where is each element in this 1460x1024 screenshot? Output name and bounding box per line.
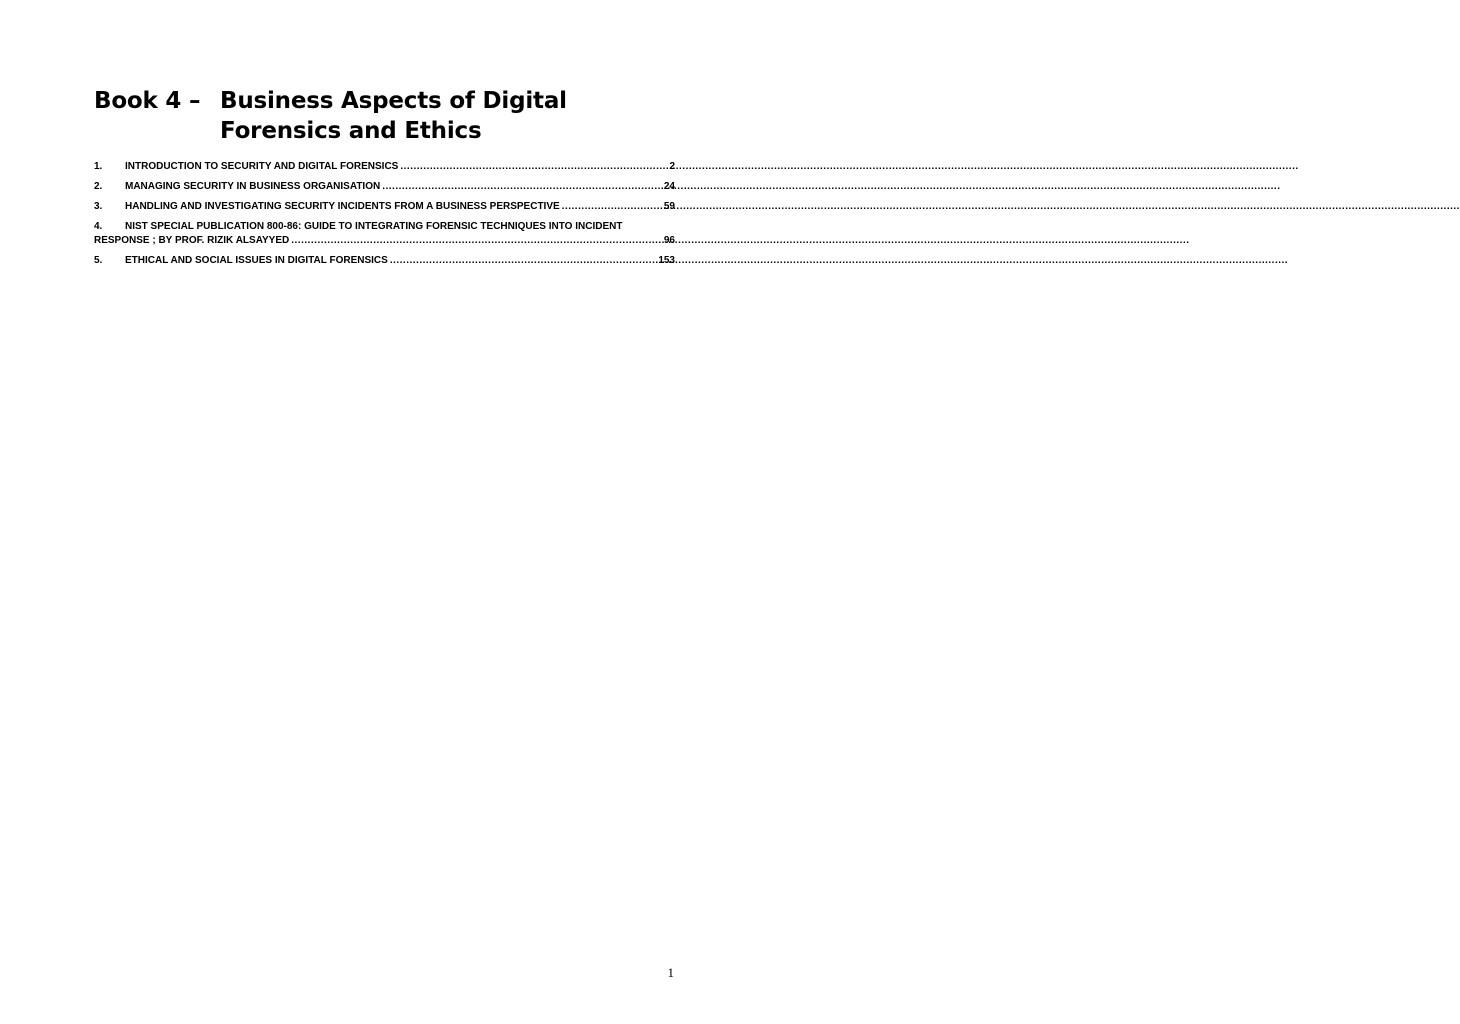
- title-prefix: Book 4 –: [94, 88, 201, 114]
- toc-entry-number: 3.: [94, 201, 103, 212]
- toc-entry-page: 2: [669, 161, 675, 172]
- page-number: 1: [667, 965, 674, 980]
- toc-entry-5[interactable]: [94, 254, 675, 268]
- toc-leader-dots: [291, 234, 662, 248]
- toc-entry-text: ETHICAL AND SOCIAL ISSUES IN DIGITAL FORENSICS: [125, 255, 388, 266]
- toc-entry-page: 24: [663, 181, 675, 192]
- toc-entry-page: 96: [663, 235, 675, 246]
- toc-entry-text-line-2: RESPONSE ; BY PROF. RIZIK ALSAYYED: [94, 235, 290, 246]
- title-text-line-2: Forensics and Ethics: [220, 118, 482, 144]
- toc-entry-1[interactable]: [94, 160, 675, 174]
- toc-entry-number: 5.: [94, 255, 103, 266]
- toc-entry-number: 2.: [94, 181, 103, 192]
- toc-entry-2[interactable]: [94, 180, 675, 194]
- toc-entry-3[interactable]: [94, 200, 675, 214]
- title-line-1: [94, 86, 694, 116]
- toc-leader-dots: [390, 254, 657, 268]
- page-title: [94, 86, 694, 146]
- toc-entry-text: HANDLING AND INVESTIGATING SECURITY INCIDENTS FROM A BUSINESS PERSPECTIVE: [125, 201, 560, 212]
- toc-leader-dots: [400, 160, 667, 174]
- toc-entry-text-line-1: NIST SPECIAL PUBLICATION 800-86: GUIDE TO INTEGRATING FORENSIC TECHNIQUES INTO INCIDENT: [125, 221, 623, 232]
- toc-entry-page: 153: [658, 255, 675, 266]
- table-of-contents: [94, 160, 675, 274]
- toc-entry-number: 1.: [94, 161, 103, 172]
- toc-entry-text: MANAGING SECURITY IN BUSINESS ORGANISATION: [125, 181, 381, 192]
- toc-entry-page: 59: [663, 201, 675, 212]
- toc-entry-text: INTRODUCTION TO SECURITY AND DIGITAL FORENSICS: [125, 161, 399, 172]
- title-line-2: [94, 116, 694, 146]
- toc-leader-dots: [382, 180, 662, 194]
- toc-entry-4[interactable]: [94, 220, 675, 248]
- toc-leader-dots: [562, 200, 662, 214]
- title-text-line-1: Business Aspects of Digital: [220, 88, 567, 114]
- toc-entry-number: 4.: [94, 221, 103, 232]
